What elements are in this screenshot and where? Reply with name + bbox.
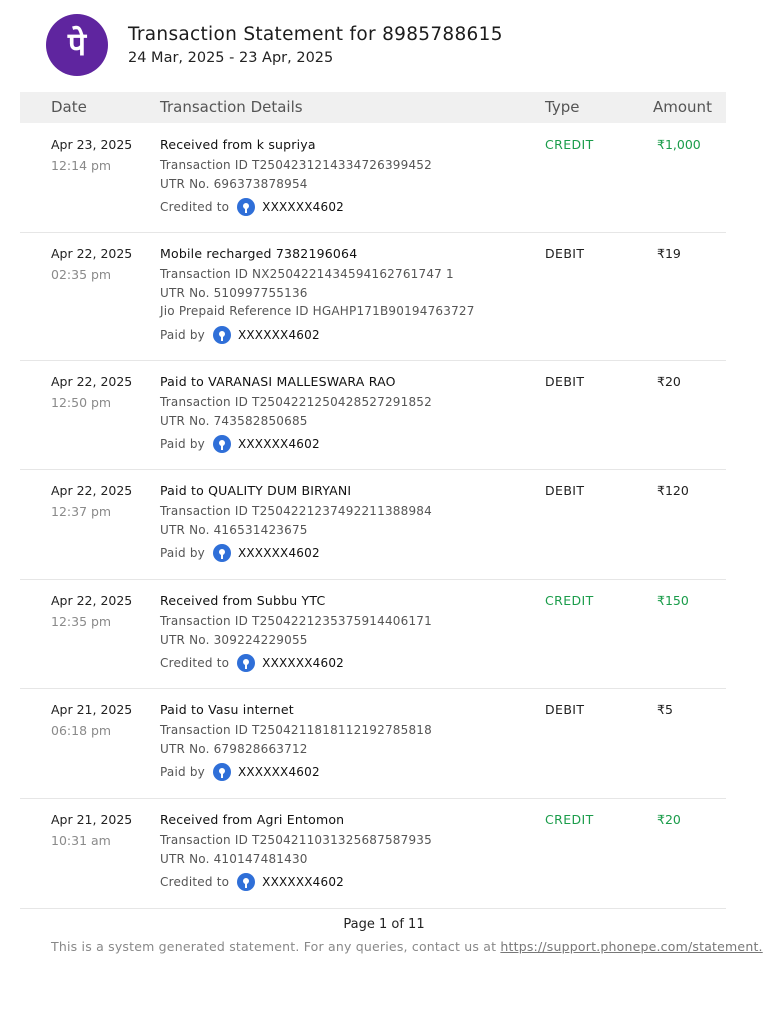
account-info: [160, 433, 540, 455]
transaction-detail-line: Jio Prepaid Reference ID HGAHP171B90194763727: [160, 304, 475, 318]
transaction-title: Received from Subbu YTC: [160, 593, 326, 608]
column-header-type: Type: [545, 98, 580, 116]
transaction-detail-line: Transaction ID T2504211031325687587935: [160, 833, 432, 847]
bank-icon: [237, 873, 255, 891]
transaction-row: [20, 469, 726, 580]
transaction-detail-line: UTR No. 410147481430: [160, 851, 308, 866]
account-label: Credited to: [160, 656, 230, 670]
transaction-details: [160, 374, 540, 455]
account-number: XXXXXX4602: [237, 437, 320, 451]
transaction-detail-line: UTR No. 510997755136: [160, 285, 308, 300]
account-label: Credited to: [160, 875, 230, 889]
transaction-type: CREDIT: [545, 812, 594, 827]
transaction-amount: ₹5: [657, 702, 673, 717]
transaction-date: Apr 21, 2025: [51, 812, 133, 827]
account-label: Paid by: [160, 327, 205, 342]
transaction-row: [20, 579, 726, 689]
table-header: [20, 92, 726, 123]
transaction-details: [160, 137, 540, 218]
transaction-detail-line: UTR No. 696373878954: [160, 176, 308, 191]
transaction-time: 02:35 pm: [51, 267, 112, 282]
transaction-title: Received from Agri Entomon: [160, 812, 345, 827]
account-number: XXXXXX4602: [262, 656, 345, 670]
transaction-detail-line: Transaction ID T2504211818112192785818: [160, 723, 432, 737]
transaction-detail-line: Transaction ID T2504221250428527291852: [160, 395, 432, 409]
transaction-details: [160, 702, 540, 783]
transaction-amount: ₹20: [657, 374, 681, 389]
transaction-amount: ₹120: [657, 483, 689, 498]
transaction-type: DEBIT: [545, 702, 585, 717]
phonepe-logo: [46, 14, 108, 76]
account-info: [160, 196, 540, 218]
phonepe-logo-glyph: पे: [67, 25, 87, 63]
transaction-detail-line: Transaction ID T2504221235375914406171: [160, 614, 432, 628]
transaction-time: 12:37 pm: [51, 504, 112, 519]
account-number: XXXXXX4602: [262, 875, 345, 889]
bank-icon: [237, 654, 255, 672]
transaction-time: 06:18 pm: [51, 723, 112, 738]
transaction-title: Paid to Vasu internet: [160, 702, 294, 717]
bank-icon: [213, 435, 231, 453]
bank-icon: [237, 198, 255, 216]
transaction-type: CREDIT: [545, 593, 594, 608]
transaction-amount: ₹20: [657, 812, 681, 827]
transaction-title: Received from k supriya: [160, 137, 316, 152]
transaction-detail-line: Transaction ID T2504231214334726399452: [160, 158, 432, 172]
transaction-row: [20, 232, 726, 361]
transaction-title: Paid to QUALITY DUM BIRYANI: [160, 483, 352, 498]
bank-icon: [213, 763, 231, 781]
transaction-row: [20, 798, 726, 909]
transaction-detail-line: Transaction ID NX2504221434594162761747 1: [160, 267, 454, 281]
transaction-type: CREDIT: [545, 137, 594, 152]
transaction-details: [160, 483, 540, 564]
account-number: XXXXXX4602: [237, 765, 320, 779]
transaction-date: Apr 23, 2025: [51, 137, 133, 152]
transaction-row: [20, 688, 726, 799]
transaction-type: DEBIT: [545, 483, 585, 498]
transaction-details: [160, 593, 540, 674]
transaction-time: 12:50 pm: [51, 395, 112, 410]
transaction-title: Paid to VARANASI MALLESWARA RAO: [160, 374, 396, 389]
transaction-date: Apr 22, 2025: [51, 593, 133, 608]
account-info: [160, 542, 540, 564]
account-info: [160, 871, 540, 893]
page-indicator: Page 1 of 11: [343, 917, 425, 932]
account-info: [160, 324, 540, 346]
transaction-date: Apr 22, 2025: [51, 374, 133, 389]
bank-icon: [213, 544, 231, 562]
column-header-date: Date: [51, 98, 87, 116]
account-label: Paid by: [160, 765, 205, 779]
transaction-amount: ₹1,000: [657, 137, 701, 152]
transaction-time: 12:14 pm: [51, 158, 112, 173]
account-number: XXXXXX4602: [237, 546, 320, 560]
transaction-details: [160, 246, 540, 346]
statement-title: Transaction Statement for 8985788615: [128, 24, 503, 45]
transaction-date: Apr 22, 2025: [51, 246, 133, 261]
transaction-detail-line: UTR No. 309224229055: [160, 632, 308, 647]
bank-icon: [213, 326, 231, 344]
transaction-detail-line: UTR No. 679828663712: [160, 741, 308, 756]
transaction-row: [20, 123, 726, 233]
transaction-detail-line: UTR No. 743582850685: [160, 413, 308, 428]
statement-header: [46, 14, 746, 74]
statement-period: 24 Mar, 2025 - 23 Apr, 2025: [128, 50, 334, 66]
transaction-time: 10:31 am: [51, 833, 111, 848]
account-label: Paid by: [160, 437, 205, 451]
support-link[interactable]: https://support.phonepe.com/statement.: [500, 939, 763, 954]
account-label: Paid by: [160, 546, 205, 560]
account-number: XXXXXX4602: [237, 327, 320, 342]
transaction-date: Apr 21, 2025: [51, 702, 133, 717]
transaction-row: [20, 360, 726, 470]
account-info: [160, 652, 540, 674]
transaction-amount: ₹150: [657, 593, 689, 608]
account-label: Credited to: [160, 200, 230, 214]
transaction-title: Mobile recharged 7382196064: [160, 246, 358, 261]
transaction-type: DEBIT: [545, 374, 585, 389]
transaction-detail-line: Transaction ID T2504221237492211388984: [160, 504, 432, 518]
footer-note: [51, 939, 763, 954]
transaction-details: [160, 812, 540, 893]
transaction-detail-line: UTR No. 416531423675: [160, 522, 308, 537]
transaction-amount: ₹19: [657, 246, 681, 261]
transaction-type: DEBIT: [545, 246, 585, 261]
account-number: XXXXXX4602: [262, 200, 345, 214]
account-info: [160, 761, 540, 783]
transaction-time: 12:35 pm: [51, 614, 112, 629]
transaction-date: Apr 22, 2025: [51, 483, 133, 498]
column-header-amount: Amount: [653, 98, 712, 116]
footer-text: This is a system generated statement. For any queries, contact us at: [51, 939, 497, 954]
column-header-details: Transaction Details: [160, 98, 303, 116]
